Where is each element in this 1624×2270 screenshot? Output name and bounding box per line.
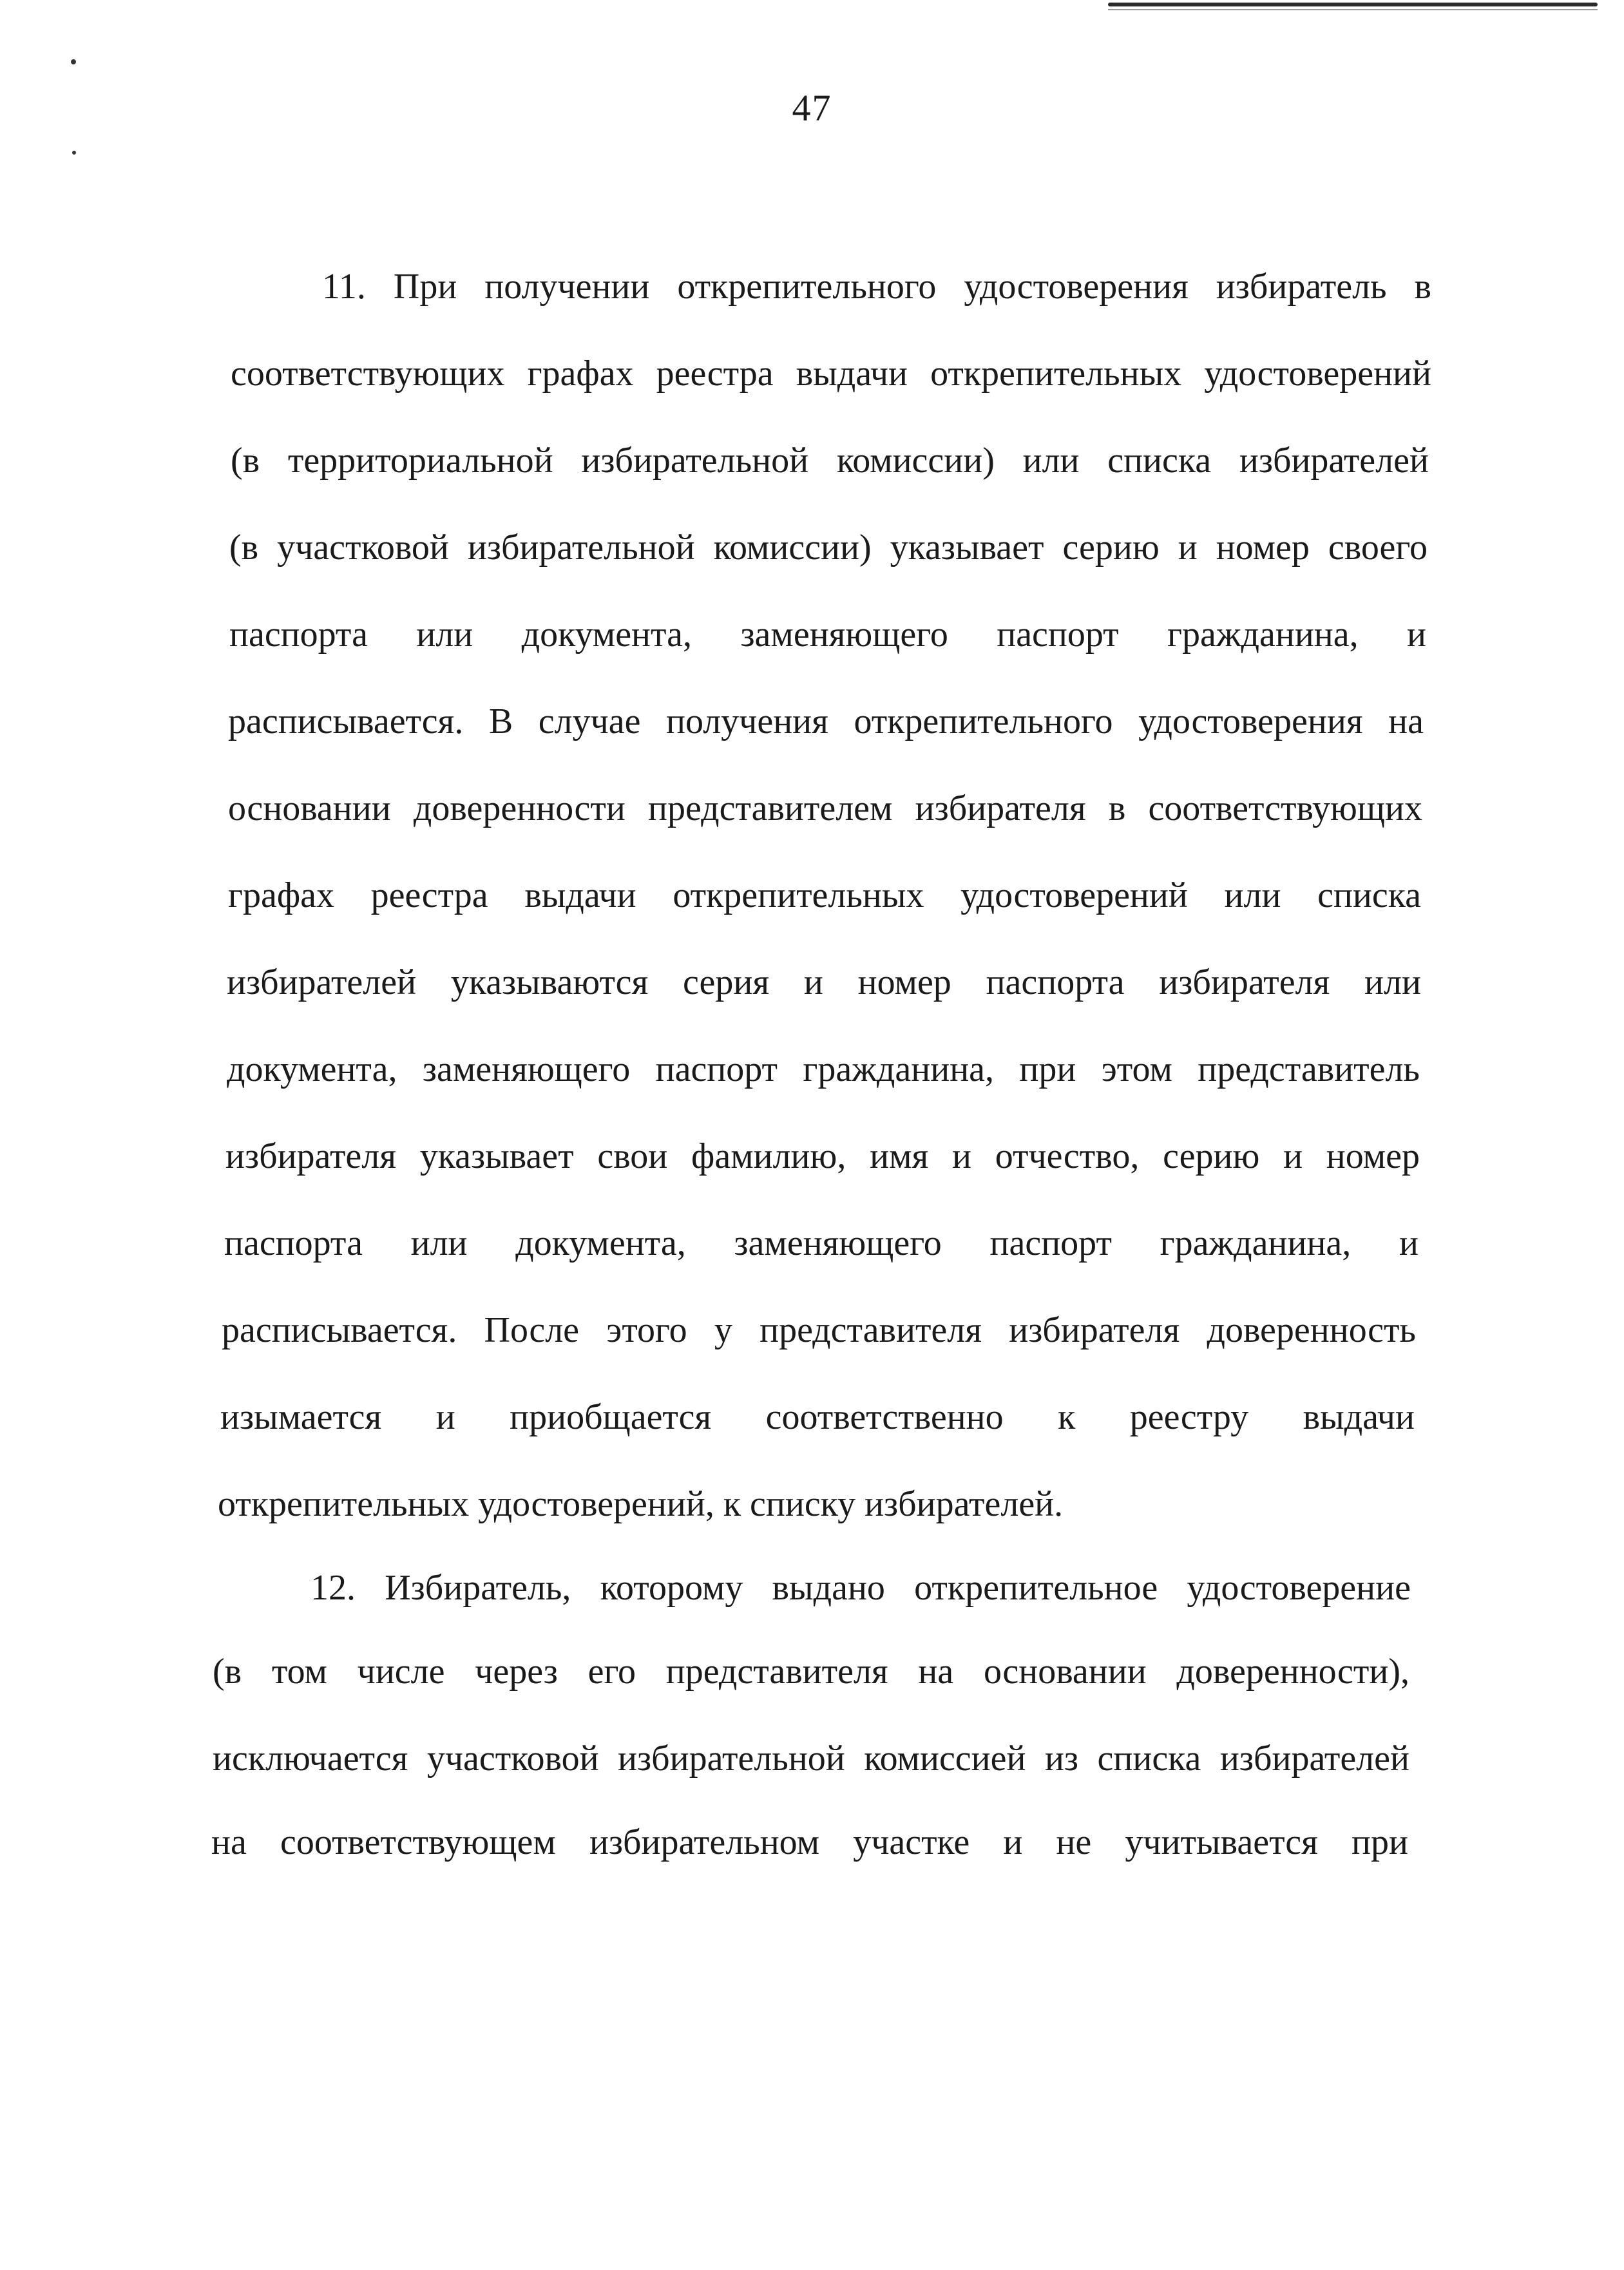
word: и — [1283, 1136, 1303, 1176]
word: доверенности — [413, 788, 626, 828]
text-line — [229, 596, 1426, 673]
word: открепительное — [914, 1568, 1158, 1608]
text-line — [220, 1378, 1415, 1456]
word: и — [1003, 1822, 1023, 1862]
word: избиратель — [1216, 267, 1387, 307]
word: отчество, — [995, 1136, 1140, 1176]
text-line — [211, 1804, 1408, 1881]
word: документа, — [227, 1049, 397, 1089]
word: избирательном — [589, 1822, 820, 1862]
word: том — [271, 1652, 327, 1692]
word: при — [1019, 1049, 1076, 1089]
text-line — [228, 857, 1421, 934]
word: избирателя — [225, 1136, 396, 1176]
word: выдачи — [524, 875, 636, 915]
word: избирателей — [1219, 1739, 1409, 1779]
word: открепительных — [673, 875, 924, 915]
word: графах — [527, 354, 634, 394]
word: В — [488, 701, 513, 741]
word: представителя — [759, 1310, 982, 1350]
word: заменяющего — [734, 1223, 942, 1263]
text-line — [322, 248, 1431, 325]
word: гражданина, — [1160, 1223, 1352, 1263]
word: или — [1224, 875, 1281, 915]
word: графах — [228, 875, 334, 915]
word: избирателей — [1239, 441, 1429, 481]
word: соответственно — [765, 1397, 1004, 1437]
word: этом — [1101, 1049, 1172, 1089]
word: открепительных — [930, 354, 1182, 394]
word: серию — [1062, 528, 1160, 568]
word: избирательной — [618, 1739, 845, 1779]
word: расписывается. — [222, 1310, 457, 1350]
word: не — [1056, 1822, 1092, 1862]
word: и — [803, 962, 823, 1002]
word: через — [475, 1652, 558, 1692]
scan-edge-line-thin — [1108, 9, 1598, 10]
word: или — [410, 1223, 468, 1263]
word: фамилию, — [691, 1136, 846, 1176]
word: (в — [231, 441, 260, 481]
word: номер — [857, 962, 951, 1002]
word: паспорта — [229, 615, 368, 654]
text-line — [222, 1292, 1416, 1369]
word: представителем — [648, 788, 893, 828]
word: паспорт — [989, 1223, 1112, 1263]
word: и — [1399, 1223, 1419, 1263]
word: списка — [1097, 1739, 1201, 1779]
scan-edge-line — [1108, 3, 1598, 6]
word: документа, — [521, 615, 693, 654]
word: учитывается — [1125, 1822, 1318, 1862]
word: основании — [228, 788, 391, 828]
word: территориальной — [287, 441, 553, 481]
word: избирателя — [1009, 1310, 1180, 1350]
word: в — [1108, 788, 1126, 828]
word: представителя — [665, 1652, 888, 1692]
word: доверенности), — [1176, 1652, 1409, 1692]
word: и — [952, 1136, 972, 1176]
word: приобщается — [510, 1397, 712, 1437]
page-number: 47 — [792, 87, 832, 129]
word: открепительного — [677, 267, 937, 307]
word: комиссией — [864, 1739, 1026, 1779]
word: числе — [357, 1652, 445, 1692]
word: изымается — [220, 1397, 382, 1437]
text-line — [310, 1549, 1411, 1626]
word: паспорт — [997, 615, 1119, 654]
text-line — [228, 770, 1422, 847]
text-line — [229, 509, 1428, 586]
word: и — [1178, 528, 1198, 568]
word: получения — [666, 701, 828, 741]
word: этого — [606, 1310, 687, 1350]
word: соответствующих — [231, 354, 505, 394]
word: удостоверения — [964, 267, 1189, 307]
word: номер — [1216, 528, 1310, 568]
word: представитель — [1198, 1049, 1420, 1089]
word: в — [1414, 267, 1431, 307]
word: избирателей — [227, 962, 417, 1002]
text-line — [227, 1031, 1420, 1108]
word: заменяющего — [740, 615, 948, 654]
word: и — [1407, 615, 1426, 654]
word: участковой — [277, 528, 449, 568]
word: к — [1058, 1397, 1076, 1437]
word: удостоверение — [1187, 1568, 1411, 1608]
word: гражданина, — [1167, 615, 1359, 654]
text-line — [231, 422, 1429, 499]
scan-speck — [71, 59, 76, 64]
word: номер — [1326, 1136, 1420, 1176]
word: или — [1364, 962, 1421, 1002]
word: После — [484, 1310, 580, 1350]
word: имя — [870, 1136, 929, 1176]
word: указывает — [419, 1136, 574, 1176]
word: или — [1022, 441, 1080, 481]
word: соответствующих — [1148, 788, 1422, 828]
word: удостоверений — [960, 875, 1188, 915]
text-line: открепительных удостоверений, к списку избирателей. — [218, 1484, 1064, 1524]
word: свои — [597, 1136, 668, 1176]
word: исключается — [213, 1739, 408, 1779]
text-line — [227, 944, 1421, 1021]
text-line — [213, 1633, 1409, 1710]
word: (в — [213, 1652, 242, 1692]
word: получении — [484, 267, 650, 307]
word: случае — [538, 701, 641, 741]
word: заменяющего — [422, 1049, 631, 1089]
word: выдачи — [1303, 1397, 1415, 1437]
word: списка — [1107, 441, 1212, 481]
word: открепительного — [854, 701, 1113, 741]
word: соответствующем — [280, 1822, 556, 1862]
word: основании — [983, 1652, 1147, 1692]
word: указываются — [450, 962, 649, 1002]
word: из — [1044, 1739, 1079, 1779]
word: на — [918, 1652, 954, 1692]
word: или — [416, 615, 473, 654]
word: списка — [1317, 875, 1421, 915]
word: 12. — [310, 1568, 356, 1608]
word: избирательной — [581, 441, 809, 481]
word: расписывается. — [228, 701, 464, 741]
word: его — [588, 1652, 636, 1692]
text-line — [225, 1118, 1420, 1195]
word: комиссии) — [713, 528, 872, 568]
word: указывает — [890, 528, 1044, 568]
word: удостоверения — [1138, 701, 1363, 741]
word: избирателя — [1159, 962, 1330, 1002]
word: участковой — [426, 1739, 599, 1779]
word: выдачи — [796, 354, 908, 394]
word: реестра — [370, 875, 488, 915]
text-line — [231, 335, 1431, 412]
word: участке — [853, 1822, 970, 1862]
word: удостоверений — [1204, 354, 1431, 394]
word: на — [1388, 701, 1424, 741]
word: на — [211, 1822, 247, 1862]
word: реестра — [656, 354, 774, 394]
word: избирателя — [915, 788, 1086, 828]
word: которому — [600, 1568, 743, 1608]
text-line — [228, 683, 1424, 760]
word: серия — [682, 962, 770, 1002]
word: комиссии) — [836, 441, 995, 481]
scan-speck — [72, 151, 76, 155]
word: и — [435, 1397, 455, 1437]
word: паспорта — [224, 1223, 363, 1263]
word: Избиратель, — [385, 1568, 571, 1608]
word: избирательной — [467, 528, 695, 568]
word: документа, — [515, 1223, 686, 1263]
word: при — [1351, 1822, 1408, 1862]
word: выдано — [772, 1568, 885, 1608]
word: гражданина, — [803, 1049, 995, 1089]
word: паспорта — [986, 962, 1125, 1002]
word: (в — [229, 528, 259, 568]
word: При — [393, 267, 457, 307]
word: паспорт — [655, 1049, 778, 1089]
word: доверенность — [1207, 1310, 1416, 1350]
word: 11. — [322, 267, 366, 307]
word: у — [714, 1310, 732, 1350]
word: серию — [1163, 1136, 1260, 1176]
text-line — [224, 1205, 1419, 1282]
word: реестру — [1129, 1397, 1249, 1437]
word: своего — [1328, 528, 1428, 568]
text-line — [213, 1720, 1409, 1797]
